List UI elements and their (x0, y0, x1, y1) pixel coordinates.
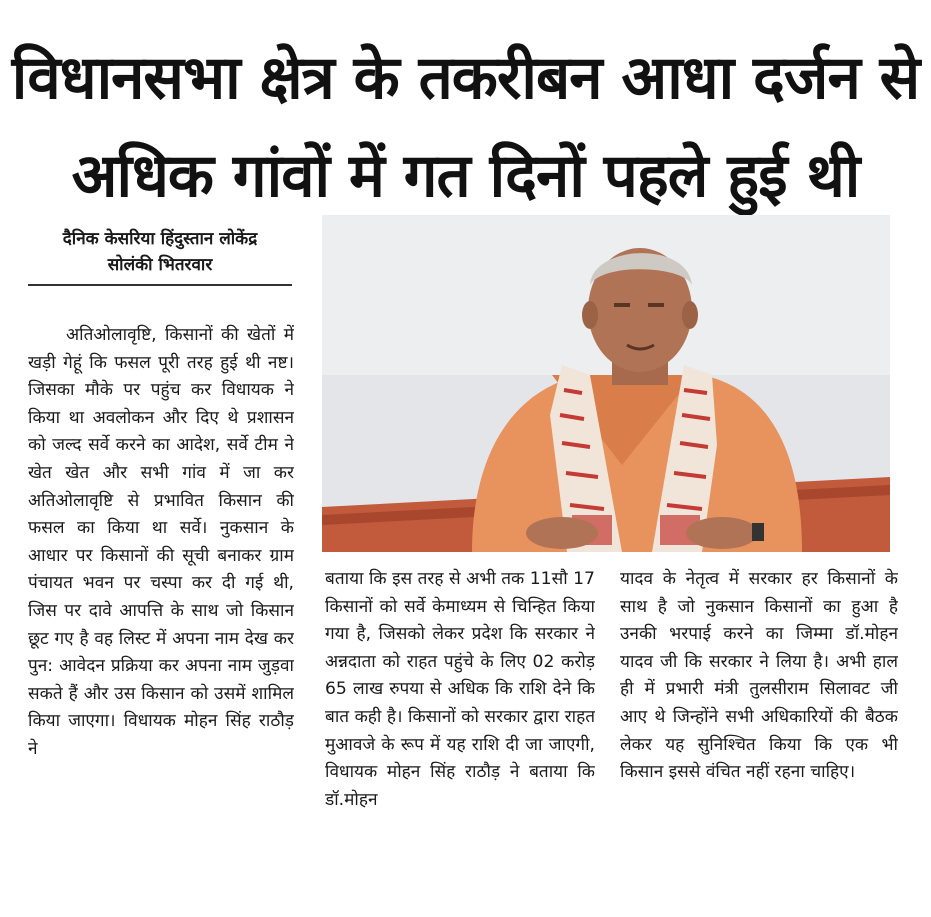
headline-line-2: अधिक गांवों में गत दिनों पहले हुई थी (71, 141, 860, 212)
article-column-1: अतिओलावृष्टि, किसानों की खेतों में खड़ी गेहूं कि फसल पूरी तरह हुई थी नष्ट। जिसका मौके पर पहुंच कर विधायक ने किया था अवलोकन और दिए थे प्रशासन को जल्द सर्वे करने का आदेश, सर्वे टीम ने खेत खेत और सभी गांव में जा कर अतिओलावृष्टि से प्रभावित किसान की फसल का किया था सर्वे। नुकसान के आधार पर किसानों की सूची बनाकर ग्राम पंचायत भवन पर चस्पा कर दी गई थी, जिस पर दावे आपत्ति के साथ जो किसान छूट गए है वह लिस्ट में अपना नाम देख कर पुन: आवेदन प्रक्रिया कर अपना नाम जुड़वा सकते हैं और उस किसान को उसमें शामिल किया जाएगा। विधायक मोहन सिंह राठौड़ ने (28, 325, 294, 759)
headline-line-1: विधानसभा क्षेत्र के तकरीबन आधा दर्जन से (11, 43, 920, 114)
speaker-photo-illustration (322, 215, 890, 552)
byline-divider (28, 284, 292, 286)
headline (0, 29, 931, 225)
article-photo (322, 215, 890, 552)
article-column-3: यादव के नेतृत्व में सरकार हर किसानों के साथ है जो नुकसान किसानों का हुआ है उनकी भरपाई करने का जिम्मा डॉ.मोहन यादव जी कि सरकार ने लिया है। अभी हाल ही में प्रभारी मंत्री तुलसीराम सिलावट जी आए थे जिन्होंने सभी अधिकारियों की बैठक लेकर यह सुनिश्चित किया कि एक भी किसान इससे वंचित नहीं रहना चाहिए। (620, 569, 898, 783)
article-column-2: बताया कि इस तरह से अभी तक 11सौ 17 किसानों को सर्वे केमाध्यम से चिन्हित किया गया है, जिसको लेकर प्रदेश कि सरकार ने अन्नदाता को राहत पहुंचे के लिए 02 करोड़ 65 लाख रुपया से अधिक कि राशि देने कि बात कही है। किसानों को सरकार द्वारा राहत मुआवजे के रूप में यह राशि दी जा जाएगी, विधायक मोहन सिंह राठौड़ ने बताया कि डॉ.मोहन (325, 569, 595, 810)
byline-line-2: सोलंकी भितरवार (107, 255, 213, 275)
byline-line-1: दैनिक केसरिया हिंदुस्तान लोकेंद्र (62, 229, 258, 249)
byline (28, 226, 292, 278)
